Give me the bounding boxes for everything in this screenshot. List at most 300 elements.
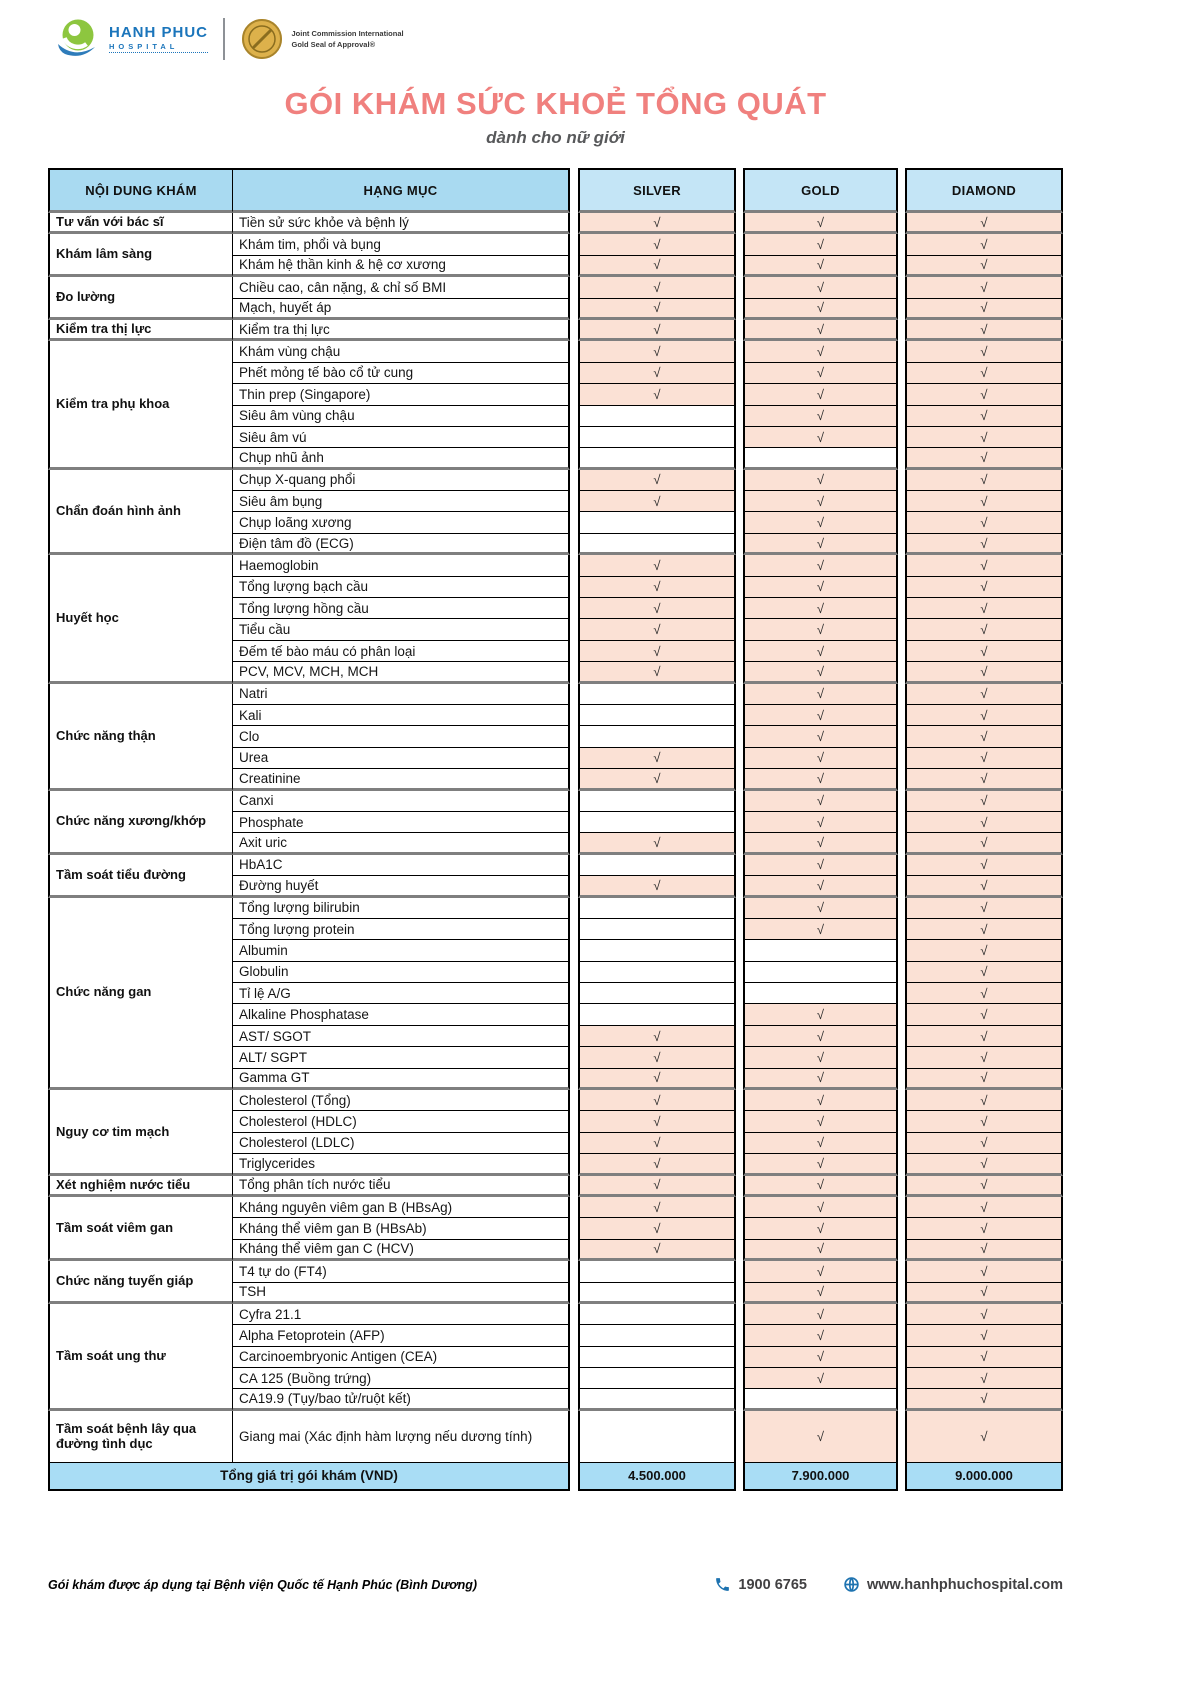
- table-row: [48, 1176, 1063, 1197]
- group-label-cell: Chức năng thận: [48, 684, 232, 791]
- column-gap: [570, 256, 578, 277]
- column-gap: [736, 812, 743, 833]
- item-cell: Creatinine: [232, 769, 570, 790]
- group-label-cell: Chẩn đoán hình ảnh: [48, 470, 232, 556]
- check-cell-silver: [578, 427, 736, 448]
- column-gap: [570, 1283, 578, 1304]
- column-gap: [898, 1240, 905, 1261]
- column-gap: [736, 1176, 743, 1197]
- item-cell: Khám vùng chậu: [232, 341, 570, 362]
- column-gap: [898, 748, 905, 769]
- column-gap: [570, 1133, 578, 1154]
- footer: [48, 1576, 1063, 1593]
- column-gap: [898, 833, 905, 854]
- check-cell-silver: √: [578, 1240, 736, 1261]
- column-gap: [898, 619, 905, 640]
- check-cell-gold: √: [743, 662, 898, 683]
- check-cell-diamond: √: [905, 1004, 1063, 1025]
- item-cell: Cholesterol (Tổng): [232, 1090, 570, 1111]
- column-gap: [898, 384, 905, 405]
- column-gap: [736, 1463, 743, 1491]
- group-label-cell: Tầm soát bệnh lây qua đường tình dục: [48, 1411, 232, 1463]
- table-row: [48, 1090, 1063, 1111]
- column-gap: [736, 341, 743, 362]
- check-cell-gold: √: [743, 769, 898, 790]
- item-cell: TSH: [232, 1283, 570, 1304]
- hospital-name: HANH PHUC: [109, 24, 208, 42]
- column-gap: [570, 769, 578, 790]
- column-gap: [736, 512, 743, 533]
- column-gap: [898, 341, 905, 362]
- column-gap: [898, 470, 905, 491]
- column-gap: [570, 1154, 578, 1175]
- check-cell-diamond: √: [905, 384, 1063, 405]
- check-cell-gold: √: [743, 534, 898, 555]
- column-gap: [736, 577, 743, 598]
- col-header-noi-dung-kham: NỘI DUNG KHÁM: [48, 168, 232, 213]
- package-table: [48, 168, 1063, 1491]
- check-cell-gold: √: [743, 1283, 898, 1304]
- item-cell: PCV, MCV, MCH, MCH: [232, 662, 570, 683]
- check-cell-gold: √: [743, 1133, 898, 1154]
- column-gap: [570, 1026, 578, 1047]
- check-cell-gold: √: [743, 898, 898, 919]
- column-gap: [570, 1069, 578, 1090]
- column-gap: [736, 769, 743, 790]
- check-cell-diamond: √: [905, 833, 1063, 854]
- column-gap: [898, 555, 905, 576]
- item-cell: Kháng nguyên viêm gan B (HBsAg): [232, 1197, 570, 1218]
- check-cell-silver: [578, 1004, 736, 1025]
- check-cell-diamond: √: [905, 1389, 1063, 1410]
- column-gap: [898, 168, 905, 213]
- check-cell-gold: √: [743, 320, 898, 341]
- column-gap: [736, 1218, 743, 1239]
- item-cell: Axit uric: [232, 833, 570, 854]
- column-gap: [736, 448, 743, 469]
- logo-bar: [55, 17, 404, 61]
- check-cell-silver: √: [578, 1069, 736, 1090]
- check-cell-silver: [578, 1304, 736, 1325]
- column-gap: [736, 1283, 743, 1304]
- column-gap: [570, 748, 578, 769]
- column-gap: [898, 791, 905, 812]
- column-gap: [736, 363, 743, 384]
- table-row: [48, 791, 1063, 812]
- check-cell-silver: √: [578, 491, 736, 512]
- column-gap: [898, 234, 905, 255]
- check-cell-silver: √: [578, 598, 736, 619]
- column-gap: [898, 512, 905, 533]
- column-gap: [736, 1090, 743, 1111]
- check-cell-silver: [578, 726, 736, 747]
- column-gap: [898, 962, 905, 983]
- table-row: [48, 898, 1063, 919]
- column-gap: [898, 1197, 905, 1218]
- column-gap: [898, 1389, 905, 1410]
- column-gap: [736, 320, 743, 341]
- column-gap: [898, 1026, 905, 1047]
- item-cell: Cholesterol (LDLC): [232, 1133, 570, 1154]
- item-cell: Khám hệ thần kinh & hệ cơ xương: [232, 256, 570, 277]
- column-gap: [736, 1026, 743, 1047]
- column-gap: [736, 1004, 743, 1025]
- check-cell-diamond: √: [905, 320, 1063, 341]
- column-gap: [570, 1411, 578, 1463]
- check-cell-diamond: √: [905, 1304, 1063, 1325]
- check-cell-gold: √: [743, 684, 898, 705]
- item-cell: Canxi: [232, 791, 570, 812]
- item-cell: Kiểm tra thị lực: [232, 320, 570, 341]
- check-cell-silver: √: [578, 748, 736, 769]
- footer-contacts: [714, 1576, 1063, 1593]
- column-gap: [736, 1069, 743, 1090]
- column-gap: [898, 1368, 905, 1389]
- col-header-silver: SILVER: [578, 168, 736, 213]
- check-cell-gold: [743, 962, 898, 983]
- check-cell-gold: √: [743, 555, 898, 576]
- check-cell-diamond: √: [905, 534, 1063, 555]
- column-gap: [898, 213, 905, 234]
- table-row: [48, 1197, 1063, 1218]
- group-label-cell: Khám lâm sàng: [48, 234, 232, 277]
- column-gap: [570, 662, 578, 683]
- column-gap: [570, 534, 578, 555]
- item-cell: Phết mỏng tế bào cổ tử cung: [232, 363, 570, 384]
- check-cell-gold: √: [743, 855, 898, 876]
- item-cell: Kháng thể viêm gan B (HBsAb): [232, 1218, 570, 1239]
- column-gap: [898, 320, 905, 341]
- column-gap: [570, 855, 578, 876]
- column-gap: [898, 983, 905, 1004]
- check-cell-gold: √: [743, 705, 898, 726]
- check-cell-gold: √: [743, 791, 898, 812]
- column-gap: [736, 876, 743, 897]
- check-cell-diamond: √: [905, 1368, 1063, 1389]
- table-row: [48, 1304, 1063, 1325]
- column-gap: [898, 1304, 905, 1325]
- hospital-logo: [55, 17, 208, 61]
- website-contact: [843, 1576, 1063, 1593]
- column-gap: [570, 791, 578, 812]
- item-cell: Tiền sử sức khỏe và bệnh lý: [232, 213, 570, 234]
- check-cell-silver: √: [578, 1176, 736, 1197]
- column-gap: [898, 940, 905, 961]
- check-cell-gold: √: [743, 919, 898, 940]
- check-cell-diamond: √: [905, 876, 1063, 897]
- column-gap: [570, 427, 578, 448]
- column-gap: [736, 1240, 743, 1261]
- column-gap: [736, 1133, 743, 1154]
- check-cell-gold: √: [743, 1111, 898, 1132]
- logo-divider: [223, 18, 225, 60]
- item-cell: Tổng lượng bilirubin: [232, 898, 570, 919]
- column-gap: [736, 1304, 743, 1325]
- item-cell: Haemoglobin: [232, 555, 570, 576]
- check-cell-silver: [578, 1261, 736, 1282]
- column-gap: [570, 406, 578, 427]
- column-gap: [570, 1261, 578, 1282]
- check-cell-silver: √: [578, 1133, 736, 1154]
- item-cell: Gamma GT: [232, 1069, 570, 1090]
- group-label-cell: Tầm soát tiểu đường: [48, 855, 232, 898]
- column-gap: [898, 598, 905, 619]
- column-gap: [736, 491, 743, 512]
- item-cell: Tổng lượng hồng cầu: [232, 598, 570, 619]
- hospital-subname: HOSPITAL: [109, 43, 208, 53]
- check-cell-gold: √: [743, 512, 898, 533]
- column-gap: [736, 299, 743, 320]
- column-gap: [570, 1347, 578, 1368]
- item-cell: Alkaline Phosphatase: [232, 1004, 570, 1025]
- check-cell-diamond: √: [905, 1283, 1063, 1304]
- group-label-cell: Nguy cơ tim mạch: [48, 1090, 232, 1176]
- check-cell-diamond: √: [905, 363, 1063, 384]
- column-gap: [736, 384, 743, 405]
- column-gap: [898, 534, 905, 555]
- check-cell-gold: √: [743, 748, 898, 769]
- column-gap: [736, 641, 743, 662]
- column-gap: [570, 962, 578, 983]
- check-cell-diamond: √: [905, 299, 1063, 320]
- column-gap: [736, 168, 743, 213]
- check-cell-gold: √: [743, 470, 898, 491]
- column-gap: [736, 983, 743, 1004]
- column-gap: [570, 384, 578, 405]
- globe-icon: [843, 1576, 860, 1593]
- group-label-cell: Kiểm tra thị lực: [48, 320, 232, 341]
- check-cell-silver: [578, 855, 736, 876]
- check-cell-silver: [578, 1283, 736, 1304]
- check-cell-silver: [578, 705, 736, 726]
- check-cell-silver: [578, 940, 736, 961]
- check-cell-gold: √: [743, 299, 898, 320]
- column-gap: [570, 1389, 578, 1410]
- check-cell-silver: √: [578, 876, 736, 897]
- jci-accreditation: [240, 17, 404, 61]
- check-cell-silver: [578, 1347, 736, 1368]
- column-gap: [570, 833, 578, 854]
- item-cell: Phosphate: [232, 812, 570, 833]
- column-gap: [898, 1261, 905, 1282]
- column-gap: [898, 427, 905, 448]
- check-cell-silver: [578, 962, 736, 983]
- column-gap: [736, 962, 743, 983]
- check-cell-gold: √: [743, 1047, 898, 1068]
- table-row: [48, 1411, 1063, 1463]
- check-cell-silver: [578, 1368, 736, 1389]
- check-cell-silver: [578, 1411, 736, 1463]
- item-cell: ALT/ SGPT: [232, 1047, 570, 1068]
- check-cell-silver: √: [578, 577, 736, 598]
- check-cell-gold: √: [743, 384, 898, 405]
- table-row: [48, 470, 1063, 491]
- item-cell: Triglycerides: [232, 1154, 570, 1175]
- item-cell: CA 125 (Buồng trứng): [232, 1368, 570, 1389]
- check-cell-silver: [578, 512, 736, 533]
- col-header-diamond: DIAMOND: [905, 168, 1063, 213]
- item-cell: Chiều cao, cân nặng, & chỉ số BMI: [232, 277, 570, 298]
- column-gap: [736, 940, 743, 961]
- column-gap: [898, 577, 905, 598]
- column-gap: [570, 705, 578, 726]
- column-gap: [898, 256, 905, 277]
- item-cell: T4 tự do (FT4): [232, 1261, 570, 1282]
- check-cell-diamond: √: [905, 684, 1063, 705]
- column-gap: [736, 1261, 743, 1282]
- check-cell-gold: √: [743, 234, 898, 255]
- group-label-cell: Xét nghiệm nước tiểu: [48, 1176, 232, 1197]
- item-cell: Kháng thể viêm gan C (HCV): [232, 1240, 570, 1261]
- column-gap: [570, 598, 578, 619]
- item-cell: Tiểu cầu: [232, 619, 570, 640]
- check-cell-diamond: √: [905, 1069, 1063, 1090]
- item-cell: AST/ SGOT: [232, 1026, 570, 1047]
- column-gap: [898, 812, 905, 833]
- check-cell-diamond: √: [905, 1261, 1063, 1282]
- column-gap: [898, 1218, 905, 1239]
- jci-gold-seal-icon: [240, 17, 284, 61]
- check-cell-diamond: √: [905, 812, 1063, 833]
- column-gap: [736, 726, 743, 747]
- phone-number: 1900 6765: [738, 1576, 807, 1593]
- column-gap: [898, 1176, 905, 1197]
- check-cell-diamond: √: [905, 619, 1063, 640]
- item-cell: Cholesterol (HDLC): [232, 1111, 570, 1132]
- item-cell: Siêu âm bụng: [232, 491, 570, 512]
- check-cell-gold: √: [743, 491, 898, 512]
- check-cell-gold: √: [743, 1197, 898, 1218]
- item-cell: Chụp loãng xương: [232, 512, 570, 533]
- group-label-cell: Kiểm tra phụ khoa: [48, 341, 232, 469]
- check-cell-diamond: √: [905, 1090, 1063, 1111]
- check-cell-silver: √: [578, 769, 736, 790]
- column-gap: [570, 555, 578, 576]
- column-gap: [570, 1176, 578, 1197]
- table-row: [48, 277, 1063, 298]
- footer-note: Gói khám được áp dụng tại Bệnh viện Quốc tế Hạnh Phúc (Bình Dương): [48, 1577, 478, 1592]
- item-cell: Tổng lượng protein: [232, 919, 570, 940]
- check-cell-gold: √: [743, 1090, 898, 1111]
- check-cell-gold: √: [743, 812, 898, 833]
- item-cell: Carcinoembryonic Antigen (CEA): [232, 1347, 570, 1368]
- column-gap: [570, 1004, 578, 1025]
- check-cell-gold: √: [743, 1069, 898, 1090]
- check-cell-silver: [578, 448, 736, 469]
- column-gap: [570, 726, 578, 747]
- check-cell-gold: √: [743, 427, 898, 448]
- column-gap: [898, 1090, 905, 1111]
- check-cell-diamond: √: [905, 448, 1063, 469]
- check-cell-gold: √: [743, 1154, 898, 1175]
- check-cell-silver: √: [578, 662, 736, 683]
- column-gap: [736, 1325, 743, 1346]
- header-row: [48, 168, 1063, 213]
- check-cell-silver: [578, 898, 736, 919]
- column-gap: [570, 876, 578, 897]
- item-cell: Clo: [232, 726, 570, 747]
- check-cell-diamond: √: [905, 1218, 1063, 1239]
- item-cell: Cyfra 21.1: [232, 1304, 570, 1325]
- check-cell-gold: [743, 983, 898, 1004]
- item-cell: Mạch, huyết áp: [232, 299, 570, 320]
- column-gap: [898, 1411, 905, 1463]
- column-gap: [570, 448, 578, 469]
- group-label-cell: Đo lường: [48, 277, 232, 320]
- check-cell-gold: √: [743, 619, 898, 640]
- check-cell-silver: [578, 406, 736, 427]
- check-cell-gold: √: [743, 876, 898, 897]
- column-gap: [898, 919, 905, 940]
- check-cell-gold: [743, 1389, 898, 1410]
- item-cell: CA19.9 (Tụy/bao tử/ruột kết): [232, 1389, 570, 1410]
- check-cell-gold: √: [743, 1368, 898, 1389]
- check-cell-silver: √: [578, 277, 736, 298]
- check-cell-silver: [578, 534, 736, 555]
- check-cell-gold: √: [743, 1218, 898, 1239]
- check-cell-gold: √: [743, 833, 898, 854]
- check-cell-silver: √: [578, 363, 736, 384]
- column-gap: [898, 1283, 905, 1304]
- check-cell-diamond: √: [905, 256, 1063, 277]
- check-cell-diamond: √: [905, 662, 1063, 683]
- item-cell: Điện tâm đồ (ECG): [232, 534, 570, 555]
- check-cell-silver: [578, 1389, 736, 1410]
- column-gap: [736, 256, 743, 277]
- check-cell-silver: √: [578, 1154, 736, 1175]
- column-gap: [736, 1197, 743, 1218]
- item-cell: Globulin: [232, 962, 570, 983]
- check-cell-diamond: √: [905, 1047, 1063, 1068]
- check-cell-silver: √: [578, 641, 736, 662]
- check-cell-silver: √: [578, 833, 736, 854]
- column-gap: [570, 983, 578, 1004]
- check-cell-silver: [578, 1325, 736, 1346]
- check-cell-diamond: √: [905, 983, 1063, 1004]
- check-cell-gold: √: [743, 341, 898, 362]
- check-cell-gold: √: [743, 1176, 898, 1197]
- column-gap: [570, 491, 578, 512]
- check-cell-diamond: √: [905, 1176, 1063, 1197]
- check-cell-gold: [743, 940, 898, 961]
- check-cell-diamond: √: [905, 641, 1063, 662]
- item-cell: Khám tim, phổi và bụng: [232, 234, 570, 255]
- column-gap: [570, 1463, 578, 1491]
- website-url: www.hanhphuchospital.com: [866, 1576, 1063, 1593]
- total-value-silver: 4.500.000: [578, 1463, 736, 1491]
- check-cell-silver: √: [578, 470, 736, 491]
- column-gap: [898, 491, 905, 512]
- item-cell: Siêu âm vùng chậu: [232, 406, 570, 427]
- check-cell-gold: √: [743, 1411, 898, 1463]
- check-cell-diamond: √: [905, 406, 1063, 427]
- check-cell-diamond: √: [905, 1133, 1063, 1154]
- check-cell-gold: √: [743, 406, 898, 427]
- check-cell-diamond: √: [905, 855, 1063, 876]
- table-row: [48, 684, 1063, 705]
- column-gap: [736, 427, 743, 448]
- check-cell-gold: √: [743, 213, 898, 234]
- check-cell-silver: √: [578, 234, 736, 255]
- item-cell: HbA1C: [232, 855, 570, 876]
- column-gap: [898, 406, 905, 427]
- check-cell-diamond: √: [905, 341, 1063, 362]
- group-label-cell: Tầm soát ung thư: [48, 1304, 232, 1411]
- check-cell-silver: √: [578, 320, 736, 341]
- group-label-cell: Chức năng gan: [48, 898, 232, 1091]
- column-gap: [570, 363, 578, 384]
- check-cell-gold: √: [743, 1240, 898, 1261]
